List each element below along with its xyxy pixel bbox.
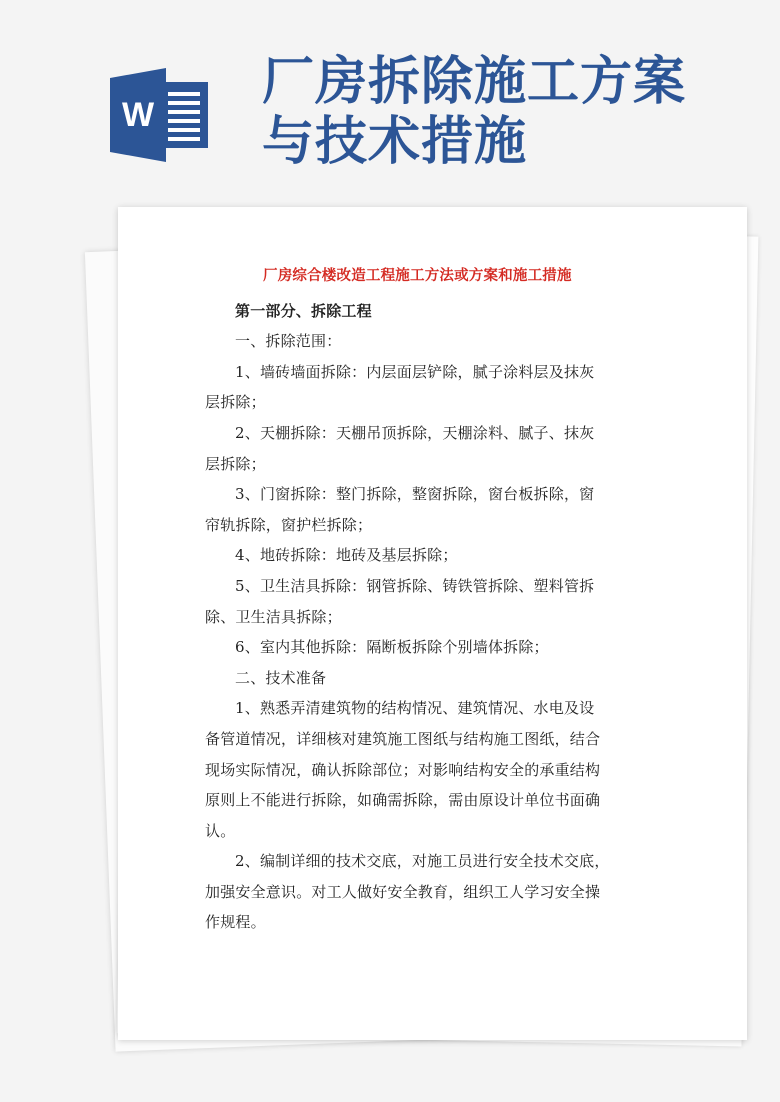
document-line: 层拆除； [205,454,266,473]
document-line: 2、天棚拆除：天棚吊顶拆除，天棚涂料、腻子、抹灰 [235,423,595,442]
document-line: 层拆除； [205,393,266,412]
document-line: 第一部分、拆除工程 [235,301,372,320]
document-line: 2、编制详细的技术交底，对施工员进行安全技术交底， [235,852,610,871]
document-line: 帘轨拆除，窗护栏拆除； [205,515,373,534]
title-line-1: 厂房拆除施工方案 [262,51,687,112]
page-title [262,52,686,172]
svg-text:W: W [121,96,155,134]
document-line: 4、地砖拆除：地砖及基层拆除； [235,546,458,565]
word-icon [110,68,208,162]
document-line: 5、卫生洁具拆除：钢管拆除、铸铁管拆除、塑料管拆 [235,576,595,595]
document-line: 除、卫生洁具拆除； [205,607,342,626]
document-line: 加强安全意识。对工人做好安全教育，组织工人学习安全操 [205,882,601,901]
title-line-2: 与技术措施 [262,111,528,172]
document-line: 备管道情况，详细核对建筑施工图纸与结构施工图纸，结合 [205,729,601,748]
document-page [118,207,747,1040]
document-line: 6、室内其他拆除：隔断板拆除个别墙体拆除； [235,638,549,657]
document-line: 一、拆除范围： [235,332,342,351]
document-line: 1、墙砖墙面拆除：内层面层铲除，腻子涂料层及抹灰 [235,362,595,381]
document-line: 二、技术准备 [235,668,327,687]
document-line: 作规程。 [205,913,266,932]
document-heading: 厂房综合楼改造工程施工方法或方案和施工措施 [263,267,572,284]
document-body [205,261,610,938]
document-line: 原则上不能进行拆除，如确需拆除，需由原设计单位书面确 [205,791,601,810]
document-line: 认。 [205,821,236,840]
document-line: 3、门窗拆除：整门拆除，整窗拆除，窗台板拆除，窗 [235,485,595,504]
document-line: 现场实际情况，确认拆除部位；对影响结构安全的承重结构 [205,760,601,779]
document-line: 1、熟悉弄清建筑物的结构情况、建筑情况、水电及设 [235,699,595,718]
